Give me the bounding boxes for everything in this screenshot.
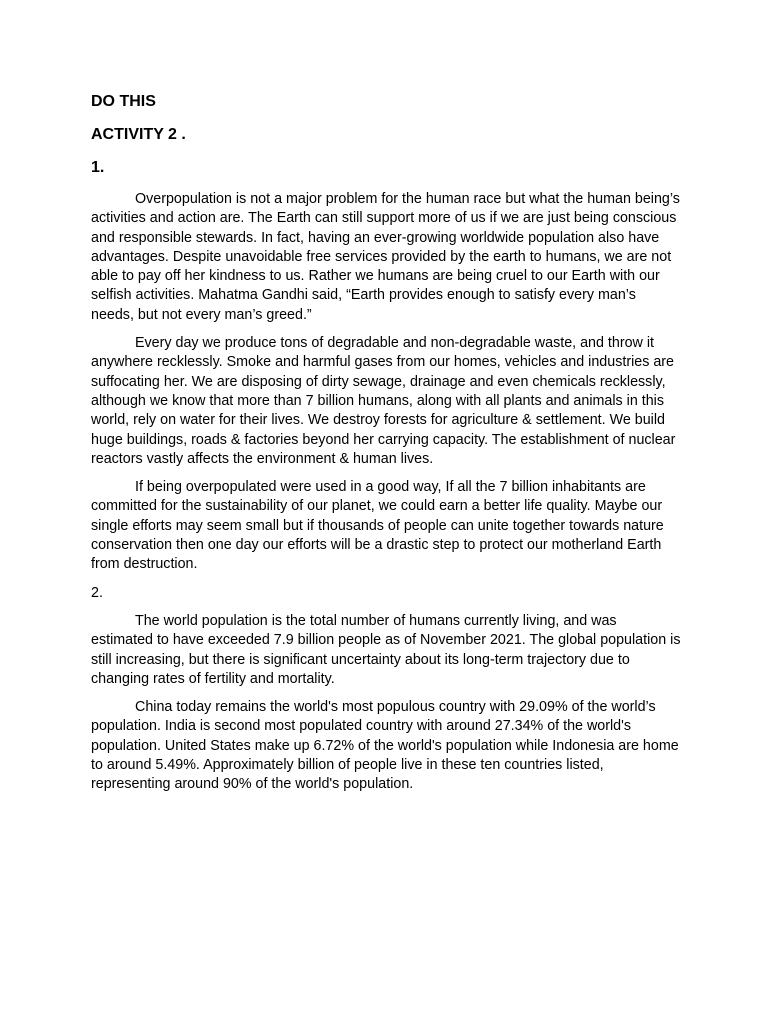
paragraph-good-way: If being overpopulated were used in a good way, If all the 7 billion inhabitants are committed for the sustainability of our planet, we could earn a better life quality. Maybe our single efforts may seem small but if thousands of people can unite together towards nature conservation then one day our efforts will be a drastic step to protect our motherland Earth from destruction. [91,479,664,573]
heading-activity: ACTIVITY 2 . [91,126,186,143]
heading-do-this: DO THIS [91,93,156,110]
paragraph-countries: China today remains the world's most populous country with 29.09% of the world’s population. India is second most populated country with around 27.34% of the world's population. United States make up 6.72% of the world's population while Indonesia are home to around 5.49%. Approximately billion of people live in these ten countries listed, representing around 90% of the world's population. [91,699,679,793]
document-page [91,92,681,795]
paragraph-waste: Every day we produce tons of degradable and non-degradable waste, and throw it anywhere recklessly. Smoke and harmful gases from our homes, vehicles and industries are suffocating her. We are disposing of dirty sewage, drainage and even chemicals recklessly, although we know that more than 7 billion humans, along with all plants and animals in this world, rely on water for their lives. We destroy forests for agriculture & settlement. We build huge buildings, roads & factories beyond her carrying capacity. The establishment of nuclear reactors vastly affects the environment & human lives. [91,335,676,467]
paragraph-overpopulation: Overpopulation is not a major problem for the human race but what the human being’s activities and action are. The Earth can still support more of us if we are just being conscious and responsible stewards. In fact, having an ever-growing worldwide population also have advantages. Despite unavoidable free services provided by the earth to humans, we are not able to pay off her kindness to us. Rather we humans are being cruel to our Earth with our selfish activities. Mahatma Gandhi said, “Earth provides enough to satisfy every man’s needs, but not every man’s greed.” [91,191,680,323]
paragraph-world-population: The world population is the total number of humans currently living, and was estimated to have exceeded 7.9 billion people as of November 2021. The global population is still increasing, but there is significant uncertainty about its long-term trajectory due to changing rates of fertility and mortality. [91,612,681,687]
item-2-label: 2. [91,584,103,601]
heading-item-1: 1. [91,159,105,176]
